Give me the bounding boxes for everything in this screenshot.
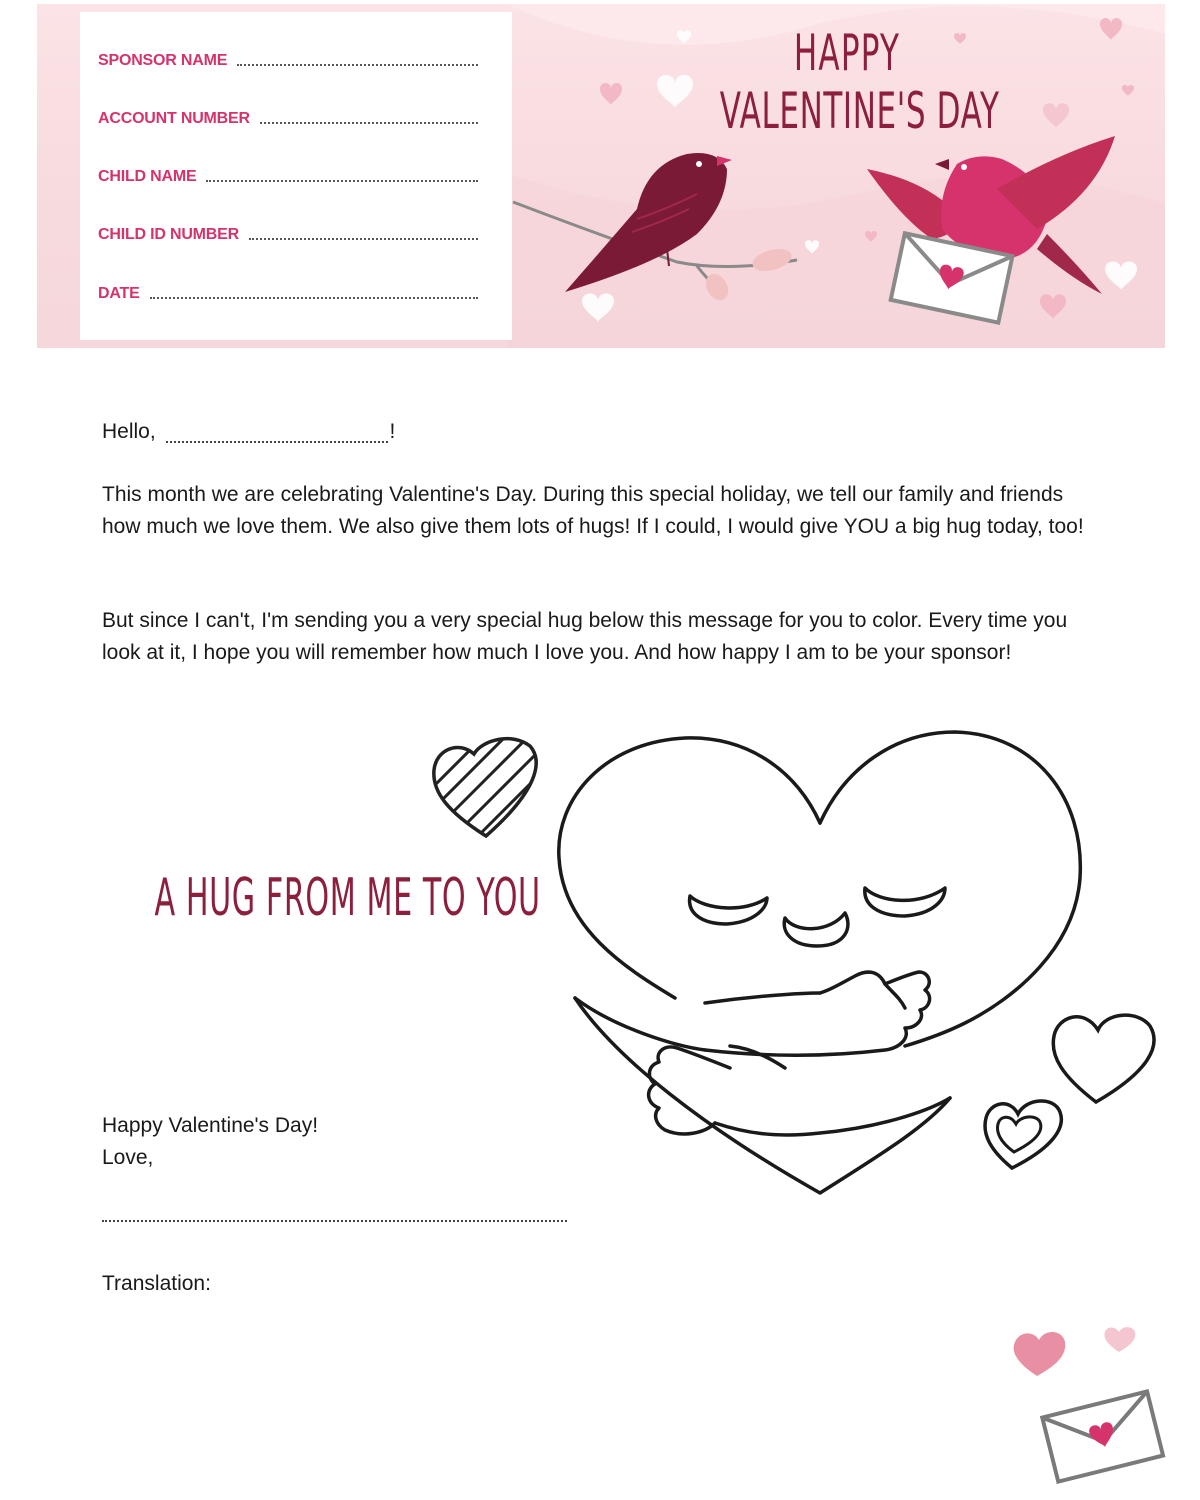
account-number-blank[interactable] [260,122,478,124]
heart-icon [1014,1332,1066,1376]
hug-title: A HUG FROM ME TO YOU [154,868,541,928]
child-id-number-blank[interactable] [249,238,478,240]
signature-blank[interactable] [102,1220,567,1222]
sponsor-info-card [80,12,512,340]
striped-heart-icon [428,732,546,844]
closing-line-1: Happy Valentine's Day! [102,1114,319,1137]
greeting-suffix: ! [389,420,396,443]
account-number-field[interactable] [98,108,478,128]
heart-icon [1105,1327,1136,1352]
child-name-greeting-blank[interactable] [166,441,388,443]
closing-line-2: Love, [102,1146,154,1169]
sponsor-name-label: SPONSOR NAME [98,52,228,69]
account-number-label: ACCOUNT NUMBER [98,110,250,127]
sponsor-name-blank[interactable] [237,64,478,66]
date-label: DATE [98,285,140,302]
date-blank[interactable] [150,297,478,299]
child-name-field[interactable] [98,166,478,186]
title-happy: HAPPY [793,24,901,82]
child-name-label: CHILD NAME [98,168,197,185]
child-id-number-label: CHILD ID NUMBER [98,226,239,243]
letter-paragraph-2: But since I can't, I'm sending you a very special hug below this message for you to color. Every time you look at it, I hope you will remember how much I love you. And how happy I am to be your sponsor! [102,609,1068,664]
child-name-blank[interactable] [206,180,478,182]
title-valentines-day: VALENTINE'S DAY [719,82,1000,140]
date-field[interactable] [98,283,478,303]
envelope-icon [1042,1391,1163,1481]
child-id-number-field[interactable] [98,224,478,244]
translation-label: Translation: [102,1272,211,1295]
greeting-prefix: Hello, [102,420,156,443]
letter-paragraph-1: This month we are celebrating Valentine's Day. During this special holiday, we tell our family and friends how much we love them. We also give them lots of hugs! If I could, I would give YOU a big hug today, too! [102,483,1084,538]
outline-heart-icon [1048,1006,1160,1106]
corner-decoration [1005,1320,1175,1490]
greeting-line [102,416,1102,448]
closing-block [102,1110,1102,1174]
sponsor-name-field[interactable] [98,50,478,70]
